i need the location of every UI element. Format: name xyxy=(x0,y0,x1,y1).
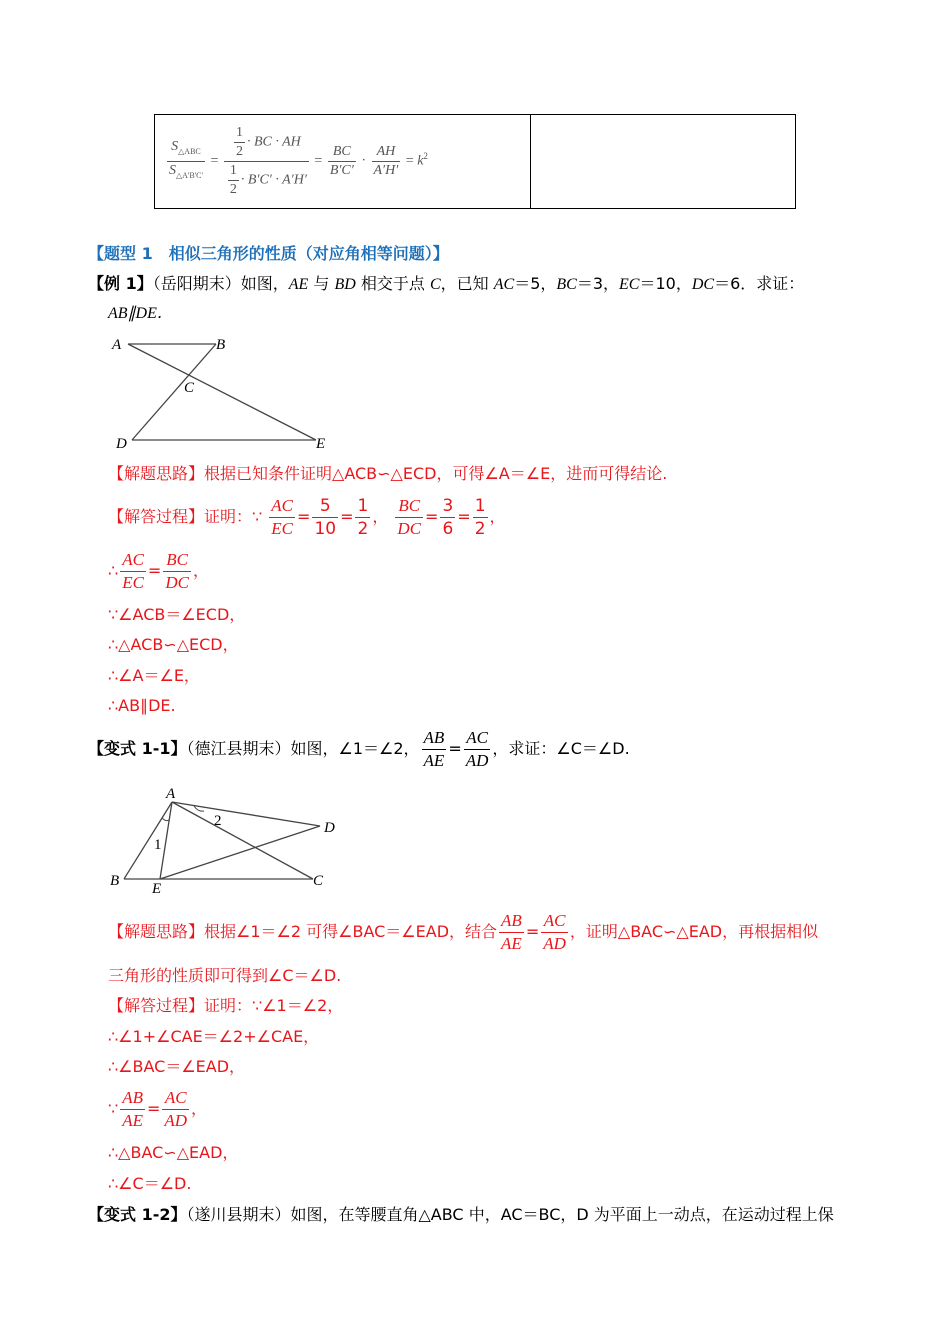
variant11-step5: ∴∠C＝∠D. xyxy=(108,1174,192,1193)
label-D: D xyxy=(324,820,335,836)
segment-AE xyxy=(160,802,172,879)
label-angle-1: 1 xyxy=(154,837,162,853)
label-C: C xyxy=(313,873,324,889)
label-A: A xyxy=(112,337,122,353)
label-B: B xyxy=(216,337,226,353)
example1-step4: ∴AB∥DE. xyxy=(108,696,176,715)
formula-table xyxy=(154,114,796,209)
area-ratio-fraction: $\frac{S_{\triangle ABC}}{S_{\triangle A'B'C'}}$ xyxy=(169,139,203,180)
angle-1-arc xyxy=(162,818,169,821)
height-ratio-fraction: $\frac{AH}{A'H'}$ xyxy=(373,144,399,178)
empty-cell xyxy=(531,115,796,209)
variant11-step4: ∴△BAC∽△EAD， xyxy=(108,1143,239,1162)
variant12-question: 【变式 1-2】（遂川县期末）如图，在等腰直角△ABC 中，AC＝BC，D 为平面上一动点，在运动过程上保 xyxy=(88,1205,834,1224)
label-A: A xyxy=(166,786,176,802)
variant11-step2: ∴∠BAC＝∠EAD， xyxy=(108,1057,246,1076)
example1-idea: 【解题思路】根据已知条件证明△ACB∽△ECD，可得∠A＝∠E，进而可得结论. xyxy=(108,464,668,483)
section-title: 【题型 1 相似三角形的性质（对应角相等问题）】 xyxy=(88,244,449,263)
variant11-process: 【解答过程】证明：∵∠1＝∠2， xyxy=(108,996,344,1015)
segment-ED xyxy=(160,826,320,879)
variant11-question: 【变式 1-1】（德江县期末）如图，∠1＝∠2， $\frac{AB}{AE}$ = $\frac{AC}{AD}$ ，求证：∠C＝∠D. xyxy=(88,728,630,770)
variant11-idea-cont: 三角形的性质即可得到∠C＝∠D. xyxy=(108,966,342,985)
label-angle-2: 2 xyxy=(214,813,222,829)
figure-angle-triangles xyxy=(108,782,348,897)
figure-crossing-triangles xyxy=(108,330,338,455)
example1-question: 【例 1】（岳阳期末）如图，AE 与 BD 相交于点 C，已知 AC＝5，BC＝3，EC＝10，DC＝6．求证： xyxy=(88,274,805,293)
example1-process-line2: ∴ $\frac{AC}{EC}$ = $\frac{BC}{DC}$ ， xyxy=(108,550,209,592)
formula-cell xyxy=(155,115,531,209)
variant11-step1: ∴∠1+∠CAE＝∠2+∠CAE， xyxy=(108,1027,320,1046)
segment-AB xyxy=(124,802,172,879)
side-ratio-fraction: $\frac{BC}{B'C'}$ xyxy=(329,144,354,178)
segment-BD xyxy=(132,344,216,440)
example1-step3: ∴∠A＝∠E， xyxy=(108,666,200,685)
segment-AE xyxy=(128,344,316,440)
area-ratio-formula: $\frac{S_{\triangle ABC}}{S_{\triangle A'B'C'}}$ = $\frac{1}{2}$ · BC · AH $\frac{1}{2}$ · B′C′ · A′H′ = $\frac{BC}{B'C'}$ · $\frac{AH}{A'H'}$ = $k^2$ xyxy=(169,125,428,197)
label-D: D xyxy=(116,436,127,452)
variant11-idea: 【解题思路】根据∠1＝∠2 可得∠BAC＝∠EAD，结合 $\frac{AB}{AE}$ = $\frac{AC}{AD}$ ，证明△BAC∽△EAD，再根据相似 xyxy=(108,911,819,953)
example1-step2: ∴△ACB∽△ECD， xyxy=(108,635,239,654)
example1-goal: AB∥DE． xyxy=(108,305,173,322)
label-B: B xyxy=(110,873,120,889)
label-E: E xyxy=(152,881,162,897)
example1-process-line1: 【解答过程】证明：∵ $\frac{AC}{EC}$ = $\frac{5}{10}$ = $\frac{1}{2}$ ， $\frac{BC}{DC}$ = $\frac{3}{6}$ = $\frac{1}{2}$ ， xyxy=(108,496,506,539)
example1-step1: ∵∠ACB＝∠ECD， xyxy=(108,605,246,624)
label-E: E xyxy=(316,436,326,452)
label-C: C xyxy=(184,380,195,396)
half-product-fraction: $\frac{1}{2}$ · BC · AH $\frac{1}{2}$ · B′C′ · A′H′ xyxy=(224,124,309,199)
variant11-step3: ∵ $\frac{AB}{AE}$ = $\frac{AC}{AD}$ ， xyxy=(108,1088,208,1130)
